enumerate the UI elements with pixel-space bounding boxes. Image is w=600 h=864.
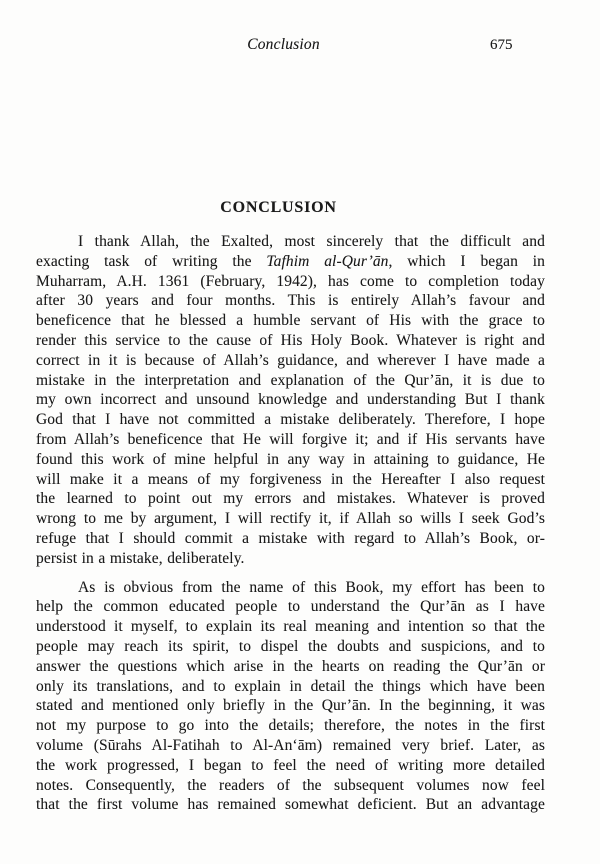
- text-line: [36, 549, 545, 569]
- text-line: [36, 696, 545, 716]
- running-title: Conclusion: [247, 36, 320, 53]
- text-line: [36, 252, 545, 272]
- text-segment: answer the questions which arise in the hearts on reading the Qur’ān or: [36, 657, 545, 675]
- text-segment: that the first volume has remained somewhat deficient. But an advantage: [36, 796, 545, 814]
- text-line: [36, 390, 545, 410]
- text-line: [36, 311, 545, 331]
- text-segment: only its translations, and to explain in detail the things which have been: [36, 677, 545, 695]
- text-segment: render this service to the cause of His Holy Book. Whatever is right and: [36, 331, 545, 349]
- text-segment: will make it a means of my forgiveness in the Hereafter I also request: [36, 470, 545, 488]
- text-segment: the work progressed, I began to feel the need of writing more detailed: [36, 756, 545, 774]
- text-segment: volume (Sūrahs Al-Fatihah to Al-An‘ām) remained very brief. Later, as: [36, 736, 545, 754]
- text-segment: not my purpose to go into the details; therefore, the notes in the first: [36, 717, 545, 735]
- text-line: [36, 509, 545, 529]
- text-line: [36, 470, 545, 490]
- text-line: [36, 637, 545, 657]
- text-segment: wrong to me by argument, I will rectify it, if Allah so wills I seek God’s: [36, 510, 545, 528]
- text-segment: notes. Consequently, the readers of the subsequent volumes now feel: [36, 776, 545, 794]
- page-number: 675: [490, 37, 513, 53]
- text-line: [36, 756, 545, 776]
- paragraphs-container: [36, 232, 545, 815]
- text-segment: God that I have not committed a mistake deliberately. Therefore, I hope: [36, 411, 545, 429]
- section-title: CONCLUSION: [220, 199, 337, 216]
- page-body: [36, 198, 545, 815]
- text-segment: from Allah’s beneficence that He will forgive it; and if His servants have: [36, 430, 545, 448]
- text-line: [36, 677, 545, 697]
- text-line: [36, 657, 545, 677]
- italic-text-segment: Tafhim al-Qur’ān: [266, 252, 389, 270]
- paragraph: [36, 578, 545, 816]
- text-segment: the learned to point out my errors and mistakes. Whatever is proved: [36, 490, 545, 508]
- text-line: [36, 331, 545, 351]
- text-segment: correct in it is because of Allah’s guidance, and wherever I have made a: [36, 351, 545, 369]
- text-segment: exacting task of writing the: [36, 252, 267, 270]
- text-line: [36, 430, 545, 450]
- text-segment: after 30 years and four months. This is entirely Allah’s favour and: [36, 292, 545, 310]
- text-segment: stated and mentioned only briefly in the Qur’ān. In the beginning, it was: [36, 697, 545, 715]
- text-segment: Muharram, A.H. 1361 (February, 1942), has come to completion today: [36, 272, 545, 290]
- text-line: [36, 450, 545, 470]
- text-segment: As is obvious from the name of this Book, my effort has been to: [78, 578, 545, 596]
- text-line: [36, 795, 545, 815]
- text-segment: , which I began in: [388, 252, 545, 270]
- text-line: [36, 291, 545, 311]
- text-segment: I thank Allah, the Exalted, most sincerely that the difficult and: [78, 233, 545, 250]
- text-segment: people may reach its spirit, to dispel the doubts and suspicions, and to: [36, 637, 545, 655]
- text-line: [36, 776, 545, 796]
- text-line: [36, 272, 545, 292]
- text-line: [36, 351, 545, 371]
- page-header: [36, 36, 545, 56]
- text-line: [36, 529, 545, 549]
- text-line: [36, 410, 545, 430]
- text-segment: beneficence that he blessed a humble servant of His with the grace to: [36, 312, 545, 330]
- text-segment: found this work of mine helpful in any way in attaining to guidance, He: [36, 450, 545, 468]
- text-line: [36, 489, 545, 509]
- text-line: [36, 736, 545, 756]
- text-segment: my own incorrect and unsound knowledge and understanding But I thank: [36, 391, 545, 409]
- text-segment: help the common educated people to understand the Qur’ān as I have: [36, 598, 545, 616]
- text-line: [36, 597, 545, 617]
- text-line: [36, 232, 545, 252]
- text-line: [36, 617, 545, 637]
- text-segment: persist in a mistake, deliberately.: [36, 549, 245, 567]
- text-line: [36, 578, 545, 598]
- text-segment: refuge that I should commit a mistake with regard to Allah’s Book, or-: [36, 529, 545, 547]
- paragraph: [36, 232, 545, 569]
- text-line: [36, 371, 545, 391]
- text-line: [36, 716, 545, 736]
- text-segment: mistake in the interpretation and explanation of the Qur’ān, it is due to: [36, 371, 545, 389]
- text-segment: understood it myself, to explain its real meaning and intention so that the: [36, 618, 545, 636]
